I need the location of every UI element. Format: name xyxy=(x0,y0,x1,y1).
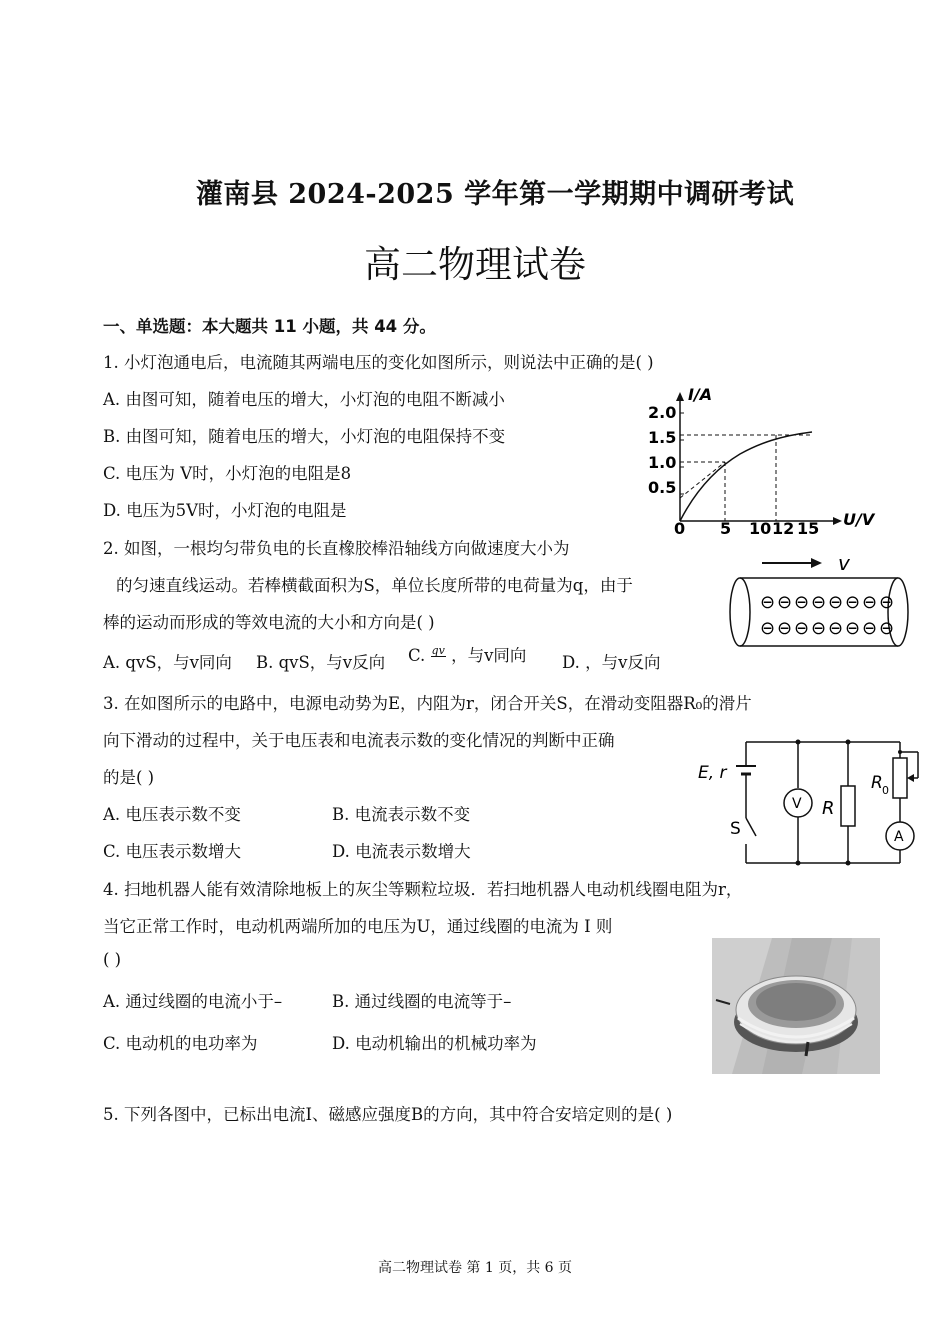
velocity-label: v xyxy=(838,551,850,575)
q3-option-a: A. 电压表示数不变 xyxy=(103,805,241,824)
rheostat-label: R xyxy=(871,773,883,793)
negative-charge: ⊖ xyxy=(777,592,793,613)
x-tick-5: 5 xyxy=(720,519,732,538)
q4-option-d: D. 电动机输出的机械功率为 xyxy=(332,1034,537,1053)
y-tick-2: 2.0 xyxy=(648,403,677,422)
section-heading: 一、单选题：本大题共 11 小题，共 44 分。 xyxy=(103,317,436,336)
negative-charges-row1 xyxy=(760,592,894,613)
q2-option-c-suffix: ，与v同向 xyxy=(451,646,527,665)
exam-title: 灌南县 2024-2025 学年第一学期期中调研考试 xyxy=(195,179,795,210)
q2-stem-line2: 的匀速直线运动。若棒横截面积为S，单位长度所带的电荷量为q，由于 xyxy=(116,576,633,595)
ammeter-icon: A xyxy=(894,829,904,845)
charged-rod-figure xyxy=(722,546,918,650)
q4-stem-line2: 当它正常工作时，电动机两端所加的电压为U，通过线圈的电流为 I 则 xyxy=(103,917,613,936)
q3-option-c: C. 电压表示数增大 xyxy=(103,842,242,861)
q2-stem-line1: 2. 如图，一根均匀带负电的长直橡胶棒沿轴线方向做速度大小为 xyxy=(103,539,570,558)
q4-stem-line3: ( ) xyxy=(103,950,122,969)
q3-stem-line3: 的是( ) xyxy=(103,768,155,787)
q1-option-b: B. 由图可知，随着电压的增大，小灯泡的电阻保持不变 xyxy=(103,427,506,446)
negative-charge: ⊖ xyxy=(760,618,776,639)
y-tick-0-5: 0.5 xyxy=(648,478,677,497)
graph-y-label: I/A xyxy=(688,386,713,404)
x-tick-15: 15 xyxy=(797,519,820,538)
q2-option-b: B. qvS，与v反向 xyxy=(256,653,386,672)
q2-option-a: A. qvS，与v同向 xyxy=(103,653,232,672)
x-tick-0: 0 xyxy=(674,519,686,538)
negative-charge: ⊖ xyxy=(845,592,861,613)
q5-stem: 5. 下列各图中，已标出电流I、磁感应强度B的方向，其中符合安培定则的是( ) xyxy=(103,1105,673,1124)
circuit-diagram xyxy=(696,730,926,870)
q3-option-b: B. 电流表示数不变 xyxy=(332,805,471,824)
q4-option-a: A. 通过线圈的电流小于– xyxy=(103,992,283,1011)
negative-charge: ⊖ xyxy=(879,618,895,639)
graph-x-label: U/V xyxy=(843,510,875,529)
voltmeter-icon: V xyxy=(792,796,802,812)
q1-option-d: D. 电压为5V时，小灯泡的电阻是 xyxy=(103,501,347,520)
negative-charge: ⊖ xyxy=(879,592,895,613)
negative-charge: ⊖ xyxy=(828,592,844,613)
paper-subtitle: 高二物理试卷 xyxy=(364,243,586,286)
resistor-label: R xyxy=(822,798,835,819)
q3-option-d: D. 电流表示数增大 xyxy=(332,842,471,861)
negative-charge: ⊖ xyxy=(862,592,878,613)
x-tick-10: 10 xyxy=(749,519,772,538)
q4-option-b: B. 通过线圈的电流等于– xyxy=(332,992,512,1011)
q4-option-c: C. 电动机的电功率为 xyxy=(103,1034,258,1053)
negative-charge: ⊖ xyxy=(862,618,878,639)
q2-option-c-numerator: qv xyxy=(431,644,445,657)
robot-vacuum-photo xyxy=(712,938,880,1074)
negative-charge: ⊖ xyxy=(760,592,776,613)
y-tick-1: 1.0 xyxy=(648,453,677,472)
x-tick-12: 12 xyxy=(772,519,795,538)
switch-label: S xyxy=(730,819,741,839)
q1-option-c: C. 电压为 V时，小灯泡的电阻是8 xyxy=(103,464,352,483)
negative-charge: ⊖ xyxy=(794,592,810,613)
negative-charge: ⊖ xyxy=(794,618,810,639)
page-footer: 高二物理试卷 第 1 页，共 6 页 xyxy=(377,1260,573,1276)
rheostat-subscript: 0 xyxy=(882,784,889,797)
q2-option-c-fraction xyxy=(431,645,446,668)
source-label: E, r xyxy=(698,763,727,783)
negative-charge: ⊖ xyxy=(777,618,793,639)
negative-charge: ⊖ xyxy=(845,618,861,639)
q1-stem: 1. 小灯泡通电后，电流随其两端电压的变化如图所示，则说法中正确的是( ) xyxy=(103,353,654,372)
q2-option-c-prefix: C. xyxy=(408,646,426,665)
negative-charge: ⊖ xyxy=(811,592,827,613)
y-tick-1-5: 1.5 xyxy=(648,428,677,447)
q4-stem-line1: 4. 扫地机器人能有效清除地板上的灰尘等颗粒垃圾．若扫地机器人电动机线圈电阻为r， xyxy=(103,880,743,899)
iu-graph xyxy=(640,386,890,538)
q2-option-d: D. ，与v反向 xyxy=(562,653,661,672)
negative-charges-row2 xyxy=(760,618,894,639)
q2-option-c xyxy=(408,642,526,668)
q3-stem-line2: 向下滑动的过程中，关于电压表和电流表示数的变化情况的判断中正确 xyxy=(103,731,615,750)
q3-stem-line1: 3. 在如图所示的电路中，电源电动势为E，内阻为r，闭合开关S，在滑动变阻器R₀的滑片 xyxy=(103,694,752,713)
negative-charge: ⊖ xyxy=(828,618,844,639)
iu-curve xyxy=(680,432,812,521)
q1-option-a: A. 由图可知，随着电压的增大，小灯泡的电阻不断减小 xyxy=(103,390,505,409)
q2-stem-line3: 棒的运动而形成的等效电流的大小和方向是( ) xyxy=(103,613,435,632)
negative-charge: ⊖ xyxy=(811,618,827,639)
